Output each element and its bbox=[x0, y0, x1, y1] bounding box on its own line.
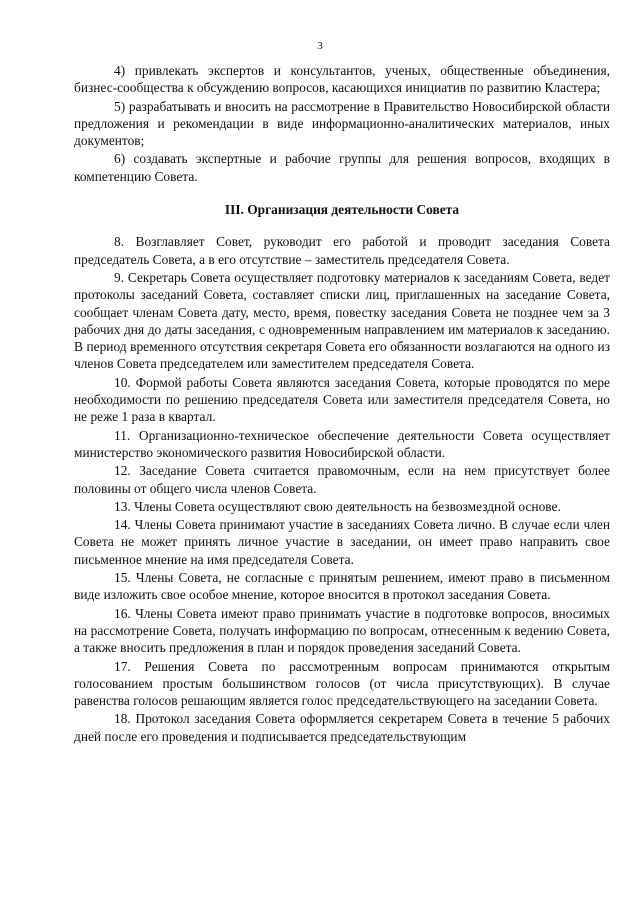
document-body bbox=[74, 62, 610, 746]
section-heading: III. Организация деятельности Совета bbox=[224, 202, 460, 218]
paragraph-clause-15: 15. Члены Совета, не согласные с принятым решением, имеют право в письменном виде изложить свое особое мнение, которое вносится в протокол заседания Совета. bbox=[74, 570, 610, 603]
paragraph-clause-11: 11. Организационно-техническое обеспечение деятельности Совета осуществляет министерство экономического развития Новосибирской области. bbox=[74, 427, 610, 460]
paragraph-clause-10: 10. Формой работы Совета являются заседания Совета, которые проводятся по мере необходимости по решению председателя Совета или заместителя председателя Совета, но не реже 1 раза в квартал. bbox=[74, 374, 610, 425]
paragraph-clause-14: 14. Члены Совета принимают участие в заседаниях Совета лично. В случае если член Совета не может принять личное участие в заседании, он имеет право направить свое письменное мнение на имя председателя Совета. bbox=[74, 517, 610, 567]
paragraph-item-5: 5) разрабатывать и вносить на рассмотрение в Правительство Новосибирской области предложения и рекомендации в виде информационно-аналитических материалов, иных документов; bbox=[74, 98, 610, 149]
paragraph-clause-8: 8. Возглавляет Совет, руководит его работой и проводит заседания Совета председатель Совета, а в его отсутствие – заместитель председателя Совета. bbox=[74, 234, 610, 267]
paragraph-clause-17: 17. Решения Совета по рассмотренным вопросам принимаются открытым голосованием простым большинством голосов (от числа присутствующих). В случае равенства голосов решающим является голос председательствующего на заседании Совета. bbox=[74, 658, 610, 709]
paragraph-clause-16: 16. Члены Совета имеют право принимать участие в подготовке вопросов, вносимых на рассмотрение Совета, получать информацию по вопросам, отнесенным к ведению Совета, а также вносить предложения в план и порядок проведения заседаний Совета. bbox=[74, 605, 610, 656]
paragraph-item-4: 4) привлекать экспертов и консультантов, ученых, общественные объединения, бизнес-сообщества к обсуждению вопросов, касающихся инициатив по развитию Кластера; bbox=[74, 63, 610, 96]
page-number: 3 bbox=[317, 40, 323, 52]
paragraph-clause-9: 9. Секретарь Совета осуществляет подготовку материалов к заседаниям Совета, ведет протоколы заседаний Совета, составляет списки лиц, приглашенных на заседание Совета, сообщает членам Совета дату, место, время, повестку заседания Совета не позднее чем за 3 рабочих дня до даты заседания, с одновременным направлением им материалов к заседанию. В период временного отсутствия секретаря Совета его обязанности возлагаются на одного из членов Совета председателем или заместителем председателя Совета. bbox=[74, 269, 610, 372]
paragraph-item-6: 6) создавать экспертные и рабочие группы для решения вопросов, входящих в компетенцию Совета. bbox=[74, 151, 610, 184]
paragraph-clause-12: 12. Заседание Совета считается правомочным, если на нем присутствует более половины от общего числа членов Совета. bbox=[74, 463, 610, 496]
paragraph-clause-18: 18. Протокол заседания Совета оформляется секретарем Совета в течение 5 рабочих дней после его проведения и подписывается председательствующим bbox=[74, 711, 610, 744]
paragraph-clause-13: 13. Члены Совета осуществляют свою деятельность на безвозмездной основе. bbox=[114, 498, 561, 514]
